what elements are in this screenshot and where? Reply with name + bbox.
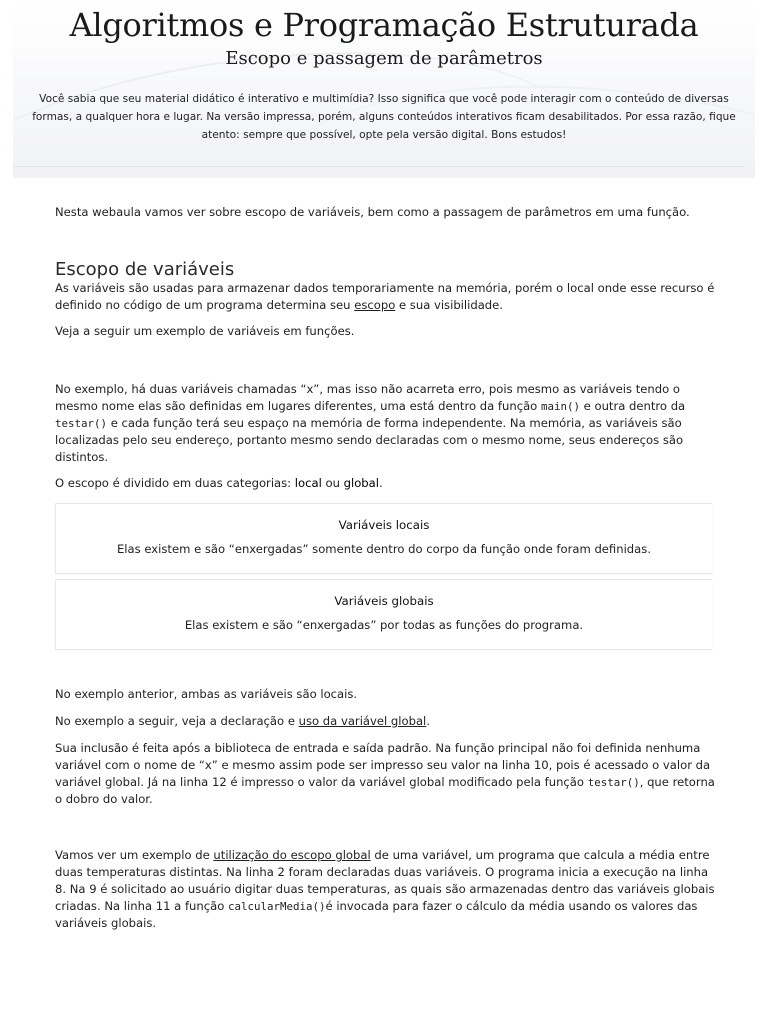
code-calcular-media: calcularMedia()	[228, 900, 326, 913]
link-utilizacao-escopo-global[interactable]: utilização do escopo global	[213, 848, 371, 862]
page-subtitle: Escopo e passagem de parâmetros	[225, 48, 543, 69]
paragraph: Sua inclusão é feita após a biblioteca de entrada e saída padrão. Na função principal não foi definida nenhuma variável com o nome de “x” e mesmo assim pode ser impresso seu valor na linha 10, pois é acessado o valor da variável global. Já na linha 12 é impresso o valor da variável global modificado pela função testar(), que retorna o dobro do valor.	[55, 741, 715, 806]
code-main: main()	[540, 400, 580, 413]
paragraph: No exemplo, há duas variáveis chamadas “x”, mas isso não acarreta erro, pois mesmo as variáveis tendo o mesmo nome elas são definidas em lugares diferentes, uma está dentro da função main() e outra dentro da testar() e cada função terá seu espaço na memória de forma independente. Na memória, as variáveis são localizadas pelo seu endereço, portanto mesmo sendo declaradas com o mesmo nome, seus endereços são distintos.	[55, 382, 686, 464]
card-title: Variáveis globais	[334, 594, 434, 608]
code-testar: testar()	[55, 417, 108, 430]
card-title: Variáveis locais	[338, 518, 430, 532]
header-divider	[13, 166, 745, 167]
paragraph: No exemplo a seguir, veja a declaração e uso da variável global.	[55, 714, 430, 728]
code-testar: testar()	[587, 776, 640, 789]
card-text: Elas existem e são “enxergadas” somente dentro do corpo da função onde foram definidas.	[116, 542, 651, 556]
paragraph: No exemplo anterior, ambas as variáveis são locais.	[55, 687, 358, 701]
card-global-variables	[55, 579, 712, 650]
paragraph: As variáveis são usadas para armazenar dados temporariamente na memória, porém o local onde esse recurso é definido no código de um programa determina seu escopo e sua visibilidade.	[55, 281, 715, 312]
section-title: Escopo de variáveis	[55, 259, 235, 280]
link-uso-variavel-global[interactable]: uso da variável global	[298, 714, 427, 728]
term-local: local	[294, 476, 322, 490]
paragraph: Nesta webaula vamos ver sobre escopo de variáveis, bem como a passagem de parâmetros em uma função.	[55, 205, 690, 219]
paragraph: Vamos ver um exemplo de utilização do escopo global de uma variável, um programa que calcula a média entre duas temperaturas distintas. Na linha 2 foram declaradas duas variáveis. O programa inicia a execução na linha 8. Na 9 é solicitado ao usuário digitar duas temperaturas, as quais são armazenadas dentro das variáveis globais criadas. Na linha 11 a função calcularMedia()é invocada para fazer o cálculo da média usando os valores das variáveis globais.	[55, 848, 715, 930]
paragraph: O escopo é dividido em duas categorias: local ou global.	[55, 476, 383, 490]
page-title: Algoritmos e Programação Estruturada	[69, 6, 699, 44]
card-text: Elas existem e são “enxergadas” por todas as funções do programa.	[184, 618, 584, 632]
card-local-variables	[55, 503, 712, 574]
term-global: global	[343, 476, 379, 490]
paragraph: Veja a seguir um exemplo de variáveis em funções.	[55, 324, 355, 338]
link-escopo[interactable]: escopo	[354, 298, 396, 312]
article-body	[55, 204, 717, 492]
intro-text: Você sabia que seu material didático é interativo e multimídia? Isso significa que você pode interagir com o conteúdo de diversas formas, a qualquer hora e lugar. Na versão impressa, porém, alguns conteúdos interativos ficam desabilitados. Por essa razão, fique atento: sempre que possível, opte pela versão digital. Bons estudos!	[32, 93, 736, 141]
